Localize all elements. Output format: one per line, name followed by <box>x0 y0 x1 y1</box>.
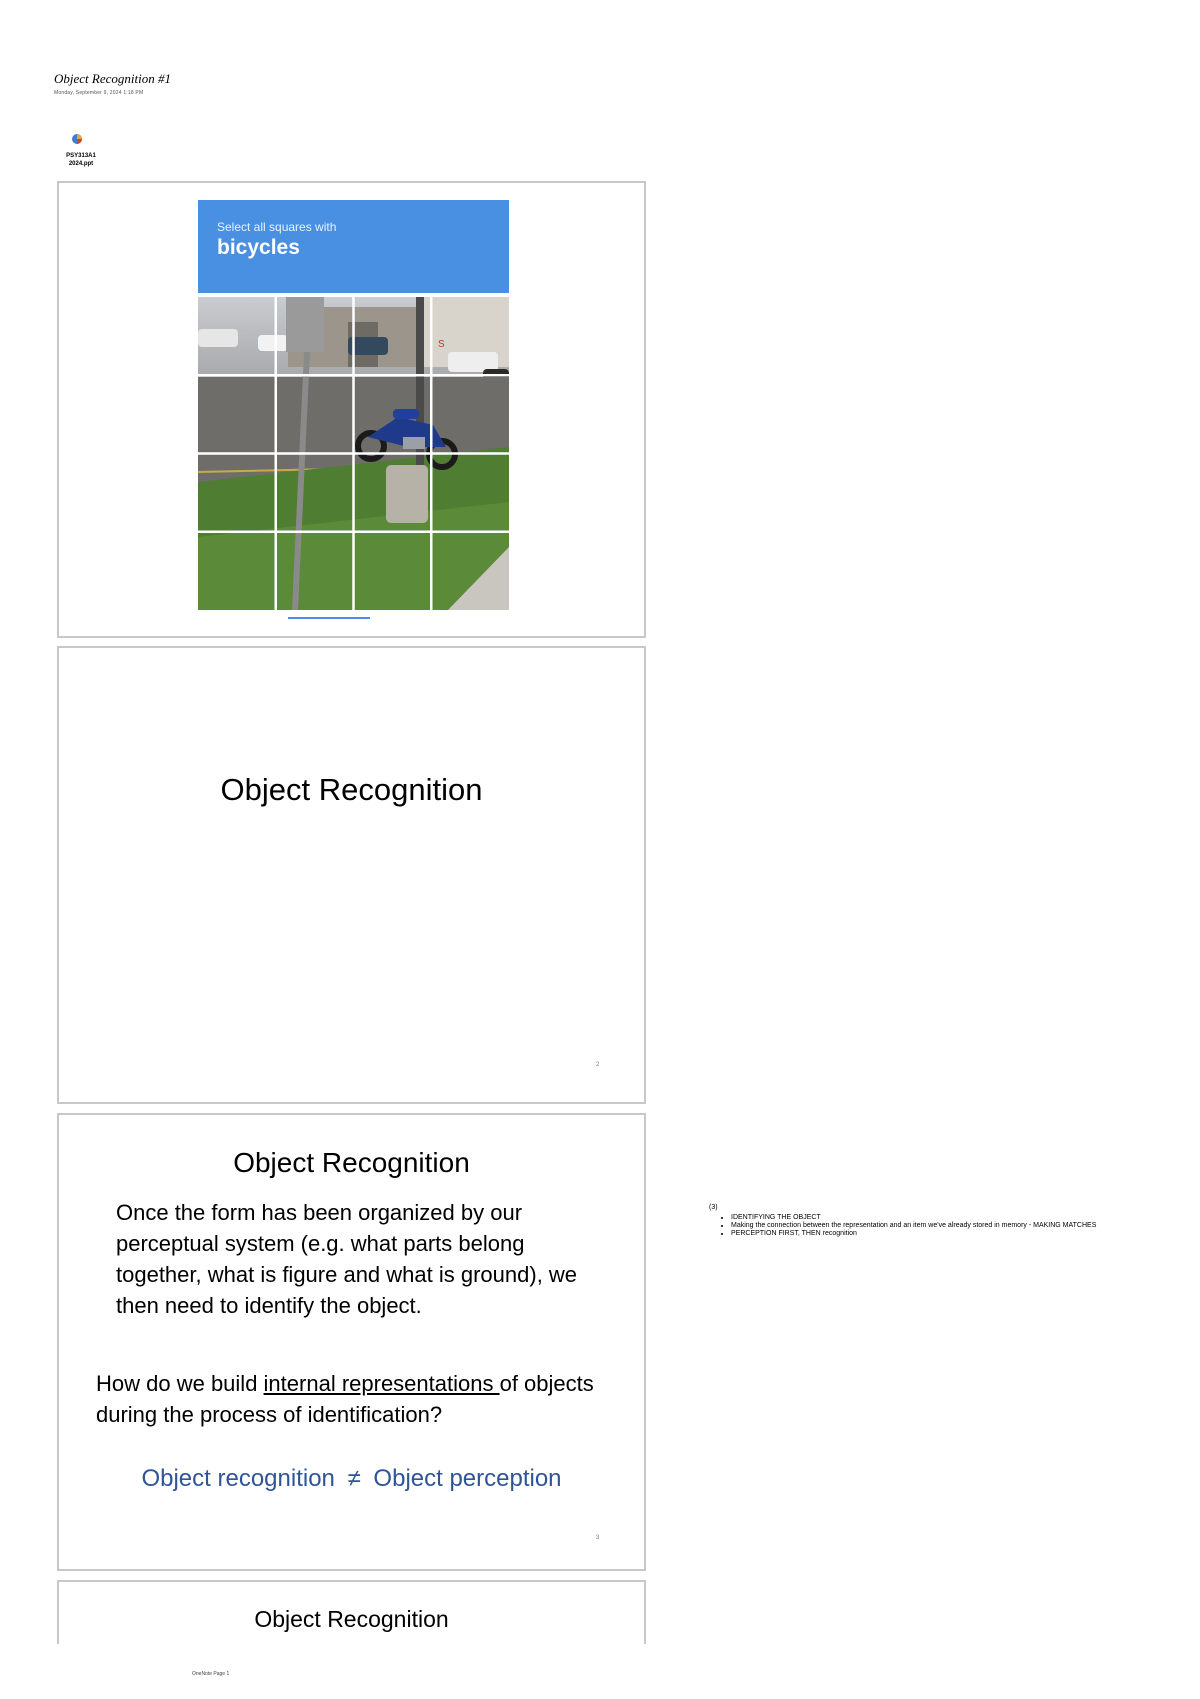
svg-text:S: S <box>438 339 445 350</box>
notes-bullet: • IDENTIFYING THE OBJECT <box>731 1214 1179 1222</box>
page-date: Monday, September 9, 2024 1:18 PM <box>54 90 144 96</box>
paragraph-2-suffix: of objects during the process of identification? <box>96 1371 594 1427</box>
page-footer: OneNote Page 1 <box>192 1671 230 1677</box>
notes-bullet: • Making the connection between the representation and an item we've already stored in memory - MAKING MATCHES <box>731 1222 1179 1230</box>
slide-3-paragraph-2 <box>96 1368 606 1430</box>
contrast-right-text: Object perception <box>373 1465 562 1492</box>
internal-representations-text: internal representations <box>263 1371 500 1396</box>
slide-notes <box>709 1204 1179 1238</box>
slide-3 <box>57 1113 646 1571</box>
contrast-left-text: Object recognition <box>141 1465 335 1492</box>
notes-list <box>709 1214 1179 1238</box>
slide-3-title: Object Recognition <box>233 1147 470 1178</box>
recognition-vs-perception <box>59 1465 644 1493</box>
slide-3-paragraph-1: Once the form has been organized by our perceptual system (e.g. what parts belong together, what is figure and what is ground), we then need to identify the object. <box>116 1200 578 1318</box>
paragraph-2-prefix: How do we build <box>96 1371 264 1396</box>
slide-4 <box>57 1580 646 1644</box>
captcha-photo-grid <box>198 297 509 610</box>
notes-bullet: • PERCEPTION FIRST, THEN recognition <box>731 1230 1179 1238</box>
slide-4-title: Object Recognition <box>254 1606 449 1632</box>
not-equal-symbol: ≠ <box>347 1465 361 1492</box>
captcha-instruction: Select all squares with <box>217 220 337 234</box>
slide-3-number: 3 <box>596 1535 600 1541</box>
page-title: Object Recognition #1 <box>54 71 171 86</box>
notes-marker: (3) <box>709 1204 718 1211</box>
attachment-filename[interactable]: PSY313A1 2024.ppt <box>66 153 96 167</box>
captcha-header <box>198 200 509 293</box>
captcha-progress-bar <box>288 617 370 619</box>
slide-1 <box>57 181 646 638</box>
slide-2-title: Object Recognition <box>220 772 483 807</box>
captcha-image <box>198 200 509 610</box>
slide-2 <box>57 646 646 1104</box>
powerpoint-file-icon[interactable] <box>70 132 84 146</box>
slide-2-number: 2 <box>596 1062 600 1068</box>
captcha-target: bicycles <box>217 236 300 259</box>
